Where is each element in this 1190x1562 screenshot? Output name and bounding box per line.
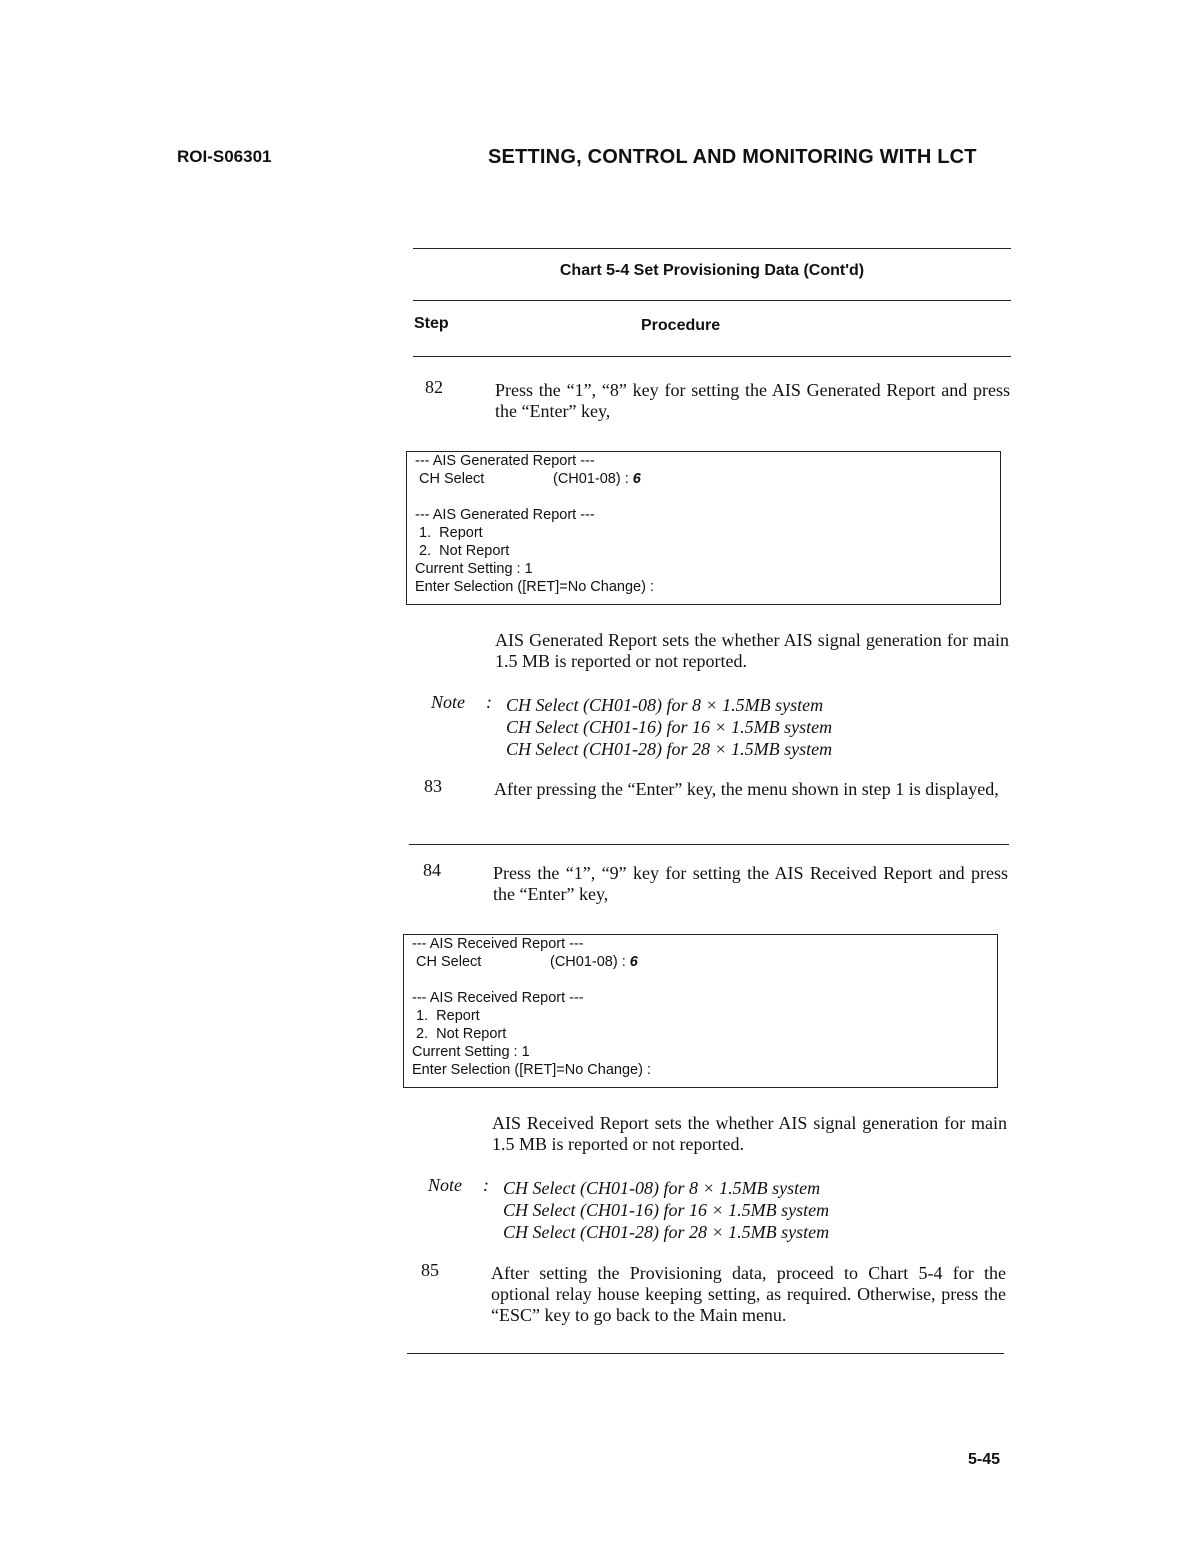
screen-ch-select-line (415, 470, 992, 488)
screen-prompt: Enter Selection ([RET]=No Change) : (415, 579, 654, 595)
note-colon: : (483, 1175, 489, 1195)
chart-title: Chart 5-4 Set Provisioning Data (Cont'd) (559, 262, 865, 279)
screen-current-setting: Current Setting : 1 (415, 561, 533, 577)
screen-current-setting: Current Setting : 1 (412, 1044, 530, 1060)
screen-prompt: Enter Selection ([RET]=No Change) : (412, 1062, 651, 1078)
note-line: CH Select (CH01-08) for 8 × 1.5MB system (506, 695, 824, 715)
step-number: 83 (424, 776, 442, 796)
screen-ch-select-line (412, 953, 989, 971)
note-line: CH Select (CH01-28) for 28 × 1.5MB system (506, 739, 833, 759)
ch-select-value: 6 (632, 471, 641, 487)
ch-select-label: CH Select (415, 471, 485, 487)
screen-line: --- AIS Received Report --- (412, 936, 584, 952)
screen-option: 1. Report (415, 525, 483, 541)
screen-option: 2. Not Report (415, 543, 510, 559)
step-text: Press the “1”, “9” key for setting the AIS Received Report and press the “Enter” key, (493, 863, 1008, 904)
divider (413, 300, 1011, 301)
note-colon: : (486, 692, 492, 712)
screen-line: --- AIS Received Report --- (412, 990, 584, 1006)
divider (409, 844, 1009, 845)
ch-select-label: CH Select (412, 954, 482, 970)
step-number: 85 (421, 1260, 439, 1280)
note-line: CH Select (CH01-08) for 8 × 1.5MB system (503, 1178, 821, 1198)
note-line: CH Select (CH01-16) for 16 × 1.5MB system (506, 717, 833, 737)
step-text: After setting the Provisioning data, proceed to Chart 5-4 for the optional relay house keeping setting, as required. Otherwise, press the “ESC” key to go back to the Main menu. (491, 1263, 1006, 1325)
description-text: AIS Received Report sets the whether AIS signal generation for main 1.5 MB is reported or not reported. (492, 1113, 1007, 1154)
divider (413, 356, 1011, 357)
divider (407, 1353, 1004, 1354)
note-line: CH Select (CH01-28) for 28 × 1.5MB system (503, 1222, 830, 1242)
document-id: ROI-S06301 (177, 147, 272, 166)
step-text: Press the “1”, “8” key for setting the AIS Generated Report and press the “Enter” key, (495, 380, 1010, 421)
ch-select-range: (CH01-08) : (553, 471, 633, 487)
terminal-screen (406, 451, 1001, 605)
terminal-screen (403, 934, 998, 1088)
note-lines (506, 694, 832, 760)
ch-select-range: (CH01-08) : (550, 954, 630, 970)
screen-line: --- AIS Generated Report --- (415, 507, 595, 523)
description-text: AIS Generated Report sets the whether AIS signal generation for main 1.5 MB is reported or not reported. (495, 630, 1009, 671)
note-label: Note (428, 1175, 462, 1195)
note-line: CH Select (CH01-16) for 16 × 1.5MB system (503, 1200, 830, 1220)
screen-line: --- AIS Generated Report --- (415, 453, 595, 469)
ch-select-value: 6 (629, 954, 638, 970)
step-text: After pressing the “Enter” key, the menu shown in step 1 is displayed, (494, 779, 999, 799)
page-number: 5-45 (968, 1451, 1001, 1468)
note-lines (503, 1177, 829, 1243)
step-number: 84 (423, 860, 441, 880)
page-header-title: SETTING, CONTROL AND MONITORING WITH LCT (488, 146, 977, 168)
step-number: 82 (425, 377, 443, 397)
divider (413, 248, 1011, 249)
note-label: Note (431, 692, 465, 712)
screen-option: 1. Report (412, 1008, 480, 1024)
column-header-step: Step (414, 315, 449, 332)
column-header-procedure: Procedure (641, 317, 721, 334)
screen-option: 2. Not Report (412, 1026, 507, 1042)
